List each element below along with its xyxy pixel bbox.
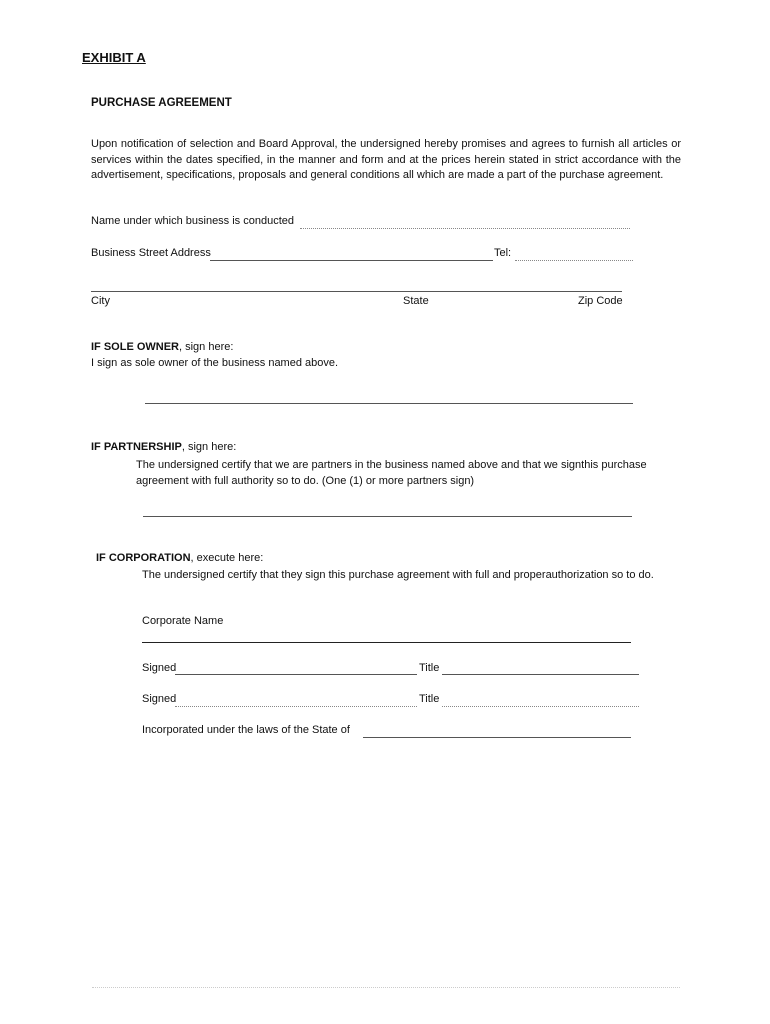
tel-label: Tel: xyxy=(494,247,512,259)
zip-label: Zip Code xyxy=(578,295,623,307)
corporation-heading-rest: , execute here: xyxy=(190,552,264,564)
city-label: City xyxy=(91,295,110,307)
tel-field[interactable] xyxy=(515,260,633,261)
signed-field-1[interactable] xyxy=(175,674,417,675)
sole-owner-heading-bold: IF SOLE OWNER xyxy=(91,341,179,353)
partnership-heading-bold: IF PARTNERSHIP xyxy=(91,441,182,453)
business-name-label: Name under which business is conducted xyxy=(91,215,295,227)
sole-owner-signature-line[interactable] xyxy=(145,403,633,404)
signed-field-2[interactable] xyxy=(175,706,417,707)
sole-owner-text: I sign as sole owner of the business named above. xyxy=(91,357,339,369)
incorporated-state-field[interactable] xyxy=(363,737,631,738)
incorporated-label: Incorporated under the laws of the State of xyxy=(142,724,350,736)
partnership-signature-line[interactable] xyxy=(143,516,632,517)
partnership-heading xyxy=(91,441,236,453)
signed-label-2: Signed xyxy=(142,693,177,705)
corporation-heading xyxy=(96,552,263,564)
signed-label-1: Signed xyxy=(142,662,177,674)
title-field-2[interactable] xyxy=(442,706,639,707)
corporation-text: The undersigned certify that they sign this purchase agreement with full and properauthorization so to do. xyxy=(142,569,654,581)
business-name-field[interactable] xyxy=(300,228,630,229)
corporate-name-field[interactable] xyxy=(142,642,631,643)
sole-owner-heading-rest: , sign here: xyxy=(179,341,234,353)
corporation-heading-bold: IF CORPORATION xyxy=(96,552,191,564)
title-field-1[interactable] xyxy=(442,674,639,675)
intro-paragraph: Upon notification of selection and Board Approval, the undersigned hereby promises and agrees to furnish all articles or services within the dates specified, in the manner and form and at the prices herein stated in strict accordance with the advertisement, specifications, proposals and general conditions all which are made a part of the purchase agreement. xyxy=(91,138,681,182)
state-label: State xyxy=(403,295,429,307)
street-address-field[interactable] xyxy=(210,260,493,261)
sole-owner-heading xyxy=(91,341,233,353)
partnership-text: The undersigned certify that we are partners in the business named above and that we signthis purchase agreement with full authority so to do. (One (1) or more partners sign) xyxy=(136,459,647,487)
corporate-name-label: Corporate Name xyxy=(142,615,224,627)
city-state-zip-field[interactable] xyxy=(91,291,622,292)
title-label-1: Title xyxy=(419,662,440,674)
footer-divider xyxy=(92,987,680,988)
street-address-label: Business Street Address xyxy=(91,247,211,259)
title-label-2: Title xyxy=(419,693,440,705)
exhibit-heading: EXHIBIT A xyxy=(82,50,146,65)
agreement-title: PURCHASE AGREEMENT xyxy=(91,97,232,109)
partnership-heading-rest: , sign here: xyxy=(181,441,237,453)
